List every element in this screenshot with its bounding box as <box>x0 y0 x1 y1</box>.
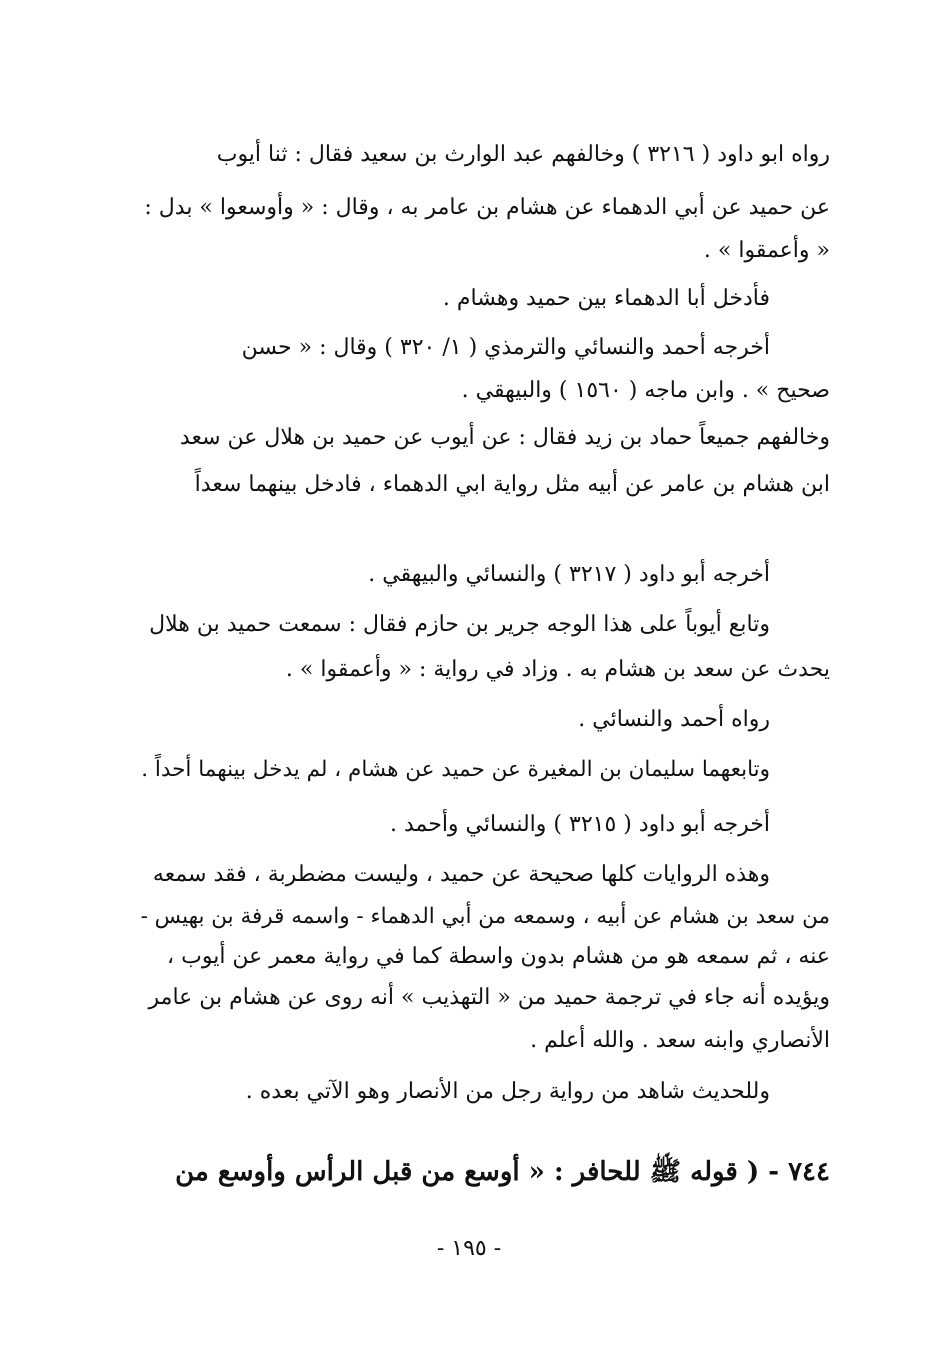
text-line: أخرجه أبو داود ( ٣٢١٥ ) والنسائي وأحمد . <box>389 812 770 837</box>
text-line: « وأعمقوا » . <box>703 238 830 263</box>
text-line: وهذه الروايات كلها صحيحة عن حميد ، وليست مضطربة ، فقد سمعه <box>152 862 770 887</box>
text-line: يحدث عن سعد بن هشام به . وزاد في رواية : « وأعمقوا » . <box>285 657 830 682</box>
text-line: عن حميد عن أبي الدهماء عن هشام بن عامر به ، وقال : « وأوسعوا » بدل : <box>144 195 830 220</box>
text-line: من سعد بن هشام عن أبيه ، وسمعه من أبي الدهماء - واسمه قرفة بن بهيس - <box>140 904 830 929</box>
text-line: رواه أحمد والنسائي . <box>578 707 770 732</box>
page-number: - ١٩٥ - <box>436 1236 502 1261</box>
text-line: أخرجه أحمد والنسائي والترمذي ( ١/ ٣٢٠ ) وقال : « حسن <box>241 335 770 360</box>
text-line: صحيح » . وابن ماجه ( ١٥٦٠ ) والبيهقي . <box>461 378 830 403</box>
text-line: وتابع أيوباً على هذا الوجه جرير بن حازم فقال : سمعت حميد بن هلال <box>149 612 770 637</box>
text-line: وخالفهم جميعاً حماد بن زيد فقال : عن أيوب عن حميد بن هلال عن سعد <box>179 425 830 450</box>
text-line: عنه ، ثم سمعه هو من هشام بدون واسطة كما في رواية معمر عن أيوب ، <box>167 944 830 969</box>
text-line: أخرجه أبو داود ( ٣٢١٧ ) والنسائي والبيهقي . <box>368 562 770 587</box>
text-line: الأنصاري وابنه سعد . والله أعلم . <box>530 1028 830 1053</box>
text-line: ابن هشام بن عامر عن أبيه مثل رواية ابي الدهماء ، فادخل بينهما سعداً <box>194 472 830 497</box>
text-line: وللحديث شاهد من رواية رجل من الأنصار وهو الآتي بعده . <box>245 1079 770 1104</box>
hadith-heading: ٧٤٤ - ( قوله ﷺ للحافر : « أوسع من قبل الرأس وأوسع من <box>175 1157 830 1187</box>
text-line: ويؤيده أنه جاء في ترجمة حميد من « التهذيب » أنه روى عن هشام بن عامر <box>148 985 830 1010</box>
text-line: وتابعهما سليمان بن المغيرة عن حميد عن هشام ، لم يدخل بينهما أحداً . <box>141 757 770 782</box>
text-line: رواه ابو داود ( ٣٢١٦ ) وخالفهم عبد الوارث بن سعيد فقال : ثنا أيوب <box>216 142 830 167</box>
text-line: فأدخل أبا الدهماء بين حميد وهشام . <box>442 286 770 311</box>
